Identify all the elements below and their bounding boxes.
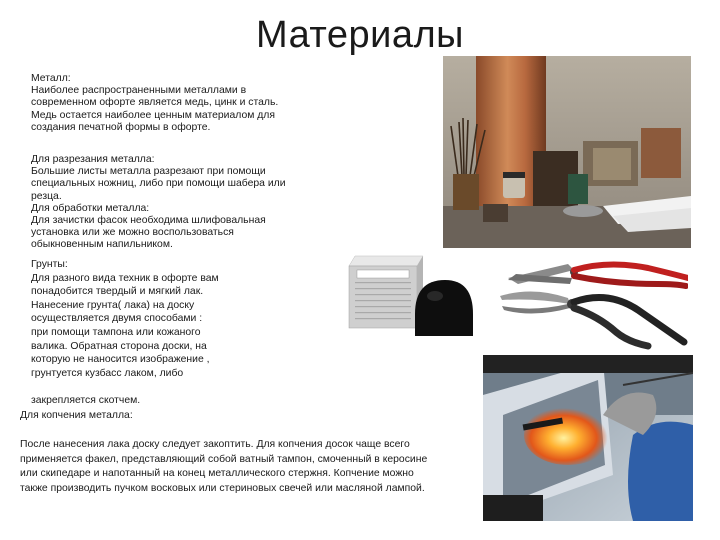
etching-materials-photo — [443, 56, 691, 248]
ground-text: Грунты: Для разного вида техник в офорте вам понадобится твердый и мягкий лак. Нанесение грунта( лака) на доску осуществляется двумя способами : при помощи тампона или кожаного валика. Обратная сторона доски, на которую не наносится изображение , грунтуется кузбасс лаком, либо — [31, 259, 219, 379]
metal-shears-photo — [488, 250, 688, 350]
etching-ground-photo — [345, 252, 475, 340]
smoking-heading: закрепляется скотчем. Для копчения металла: — [20, 395, 141, 421]
page-title: Материалы — [256, 14, 464, 56]
smoking-plate-photo — [483, 355, 693, 521]
metal-text: Металл: Наиболее распространенными металлами в современном офорте является медь, цинк и сталь. Медь остается наиболее ценным материалом для создания печатной формы в офорте. — [31, 73, 279, 133]
smoking-text: После нанесения лака доску следует закоптить. Для копчения досок чаще всего применяется факел, представляющий собой ватный тампон, смоченный в керосине или скипедаре и напотанный на конец металлического стержня. Копчение можно также производить пучком восковых или стериновых свечей или масляной лампой. — [20, 439, 428, 494]
cutting-text: Для разрезания металла: Большие листы металла разрезают при помощи специальных ножниц, либо при помощи шабера или резца. Для обработки металла: Для зачистки фасок необходима шлифовальная установка или же можно воспользоваться обыкновенным напильником. — [31, 154, 286, 251]
